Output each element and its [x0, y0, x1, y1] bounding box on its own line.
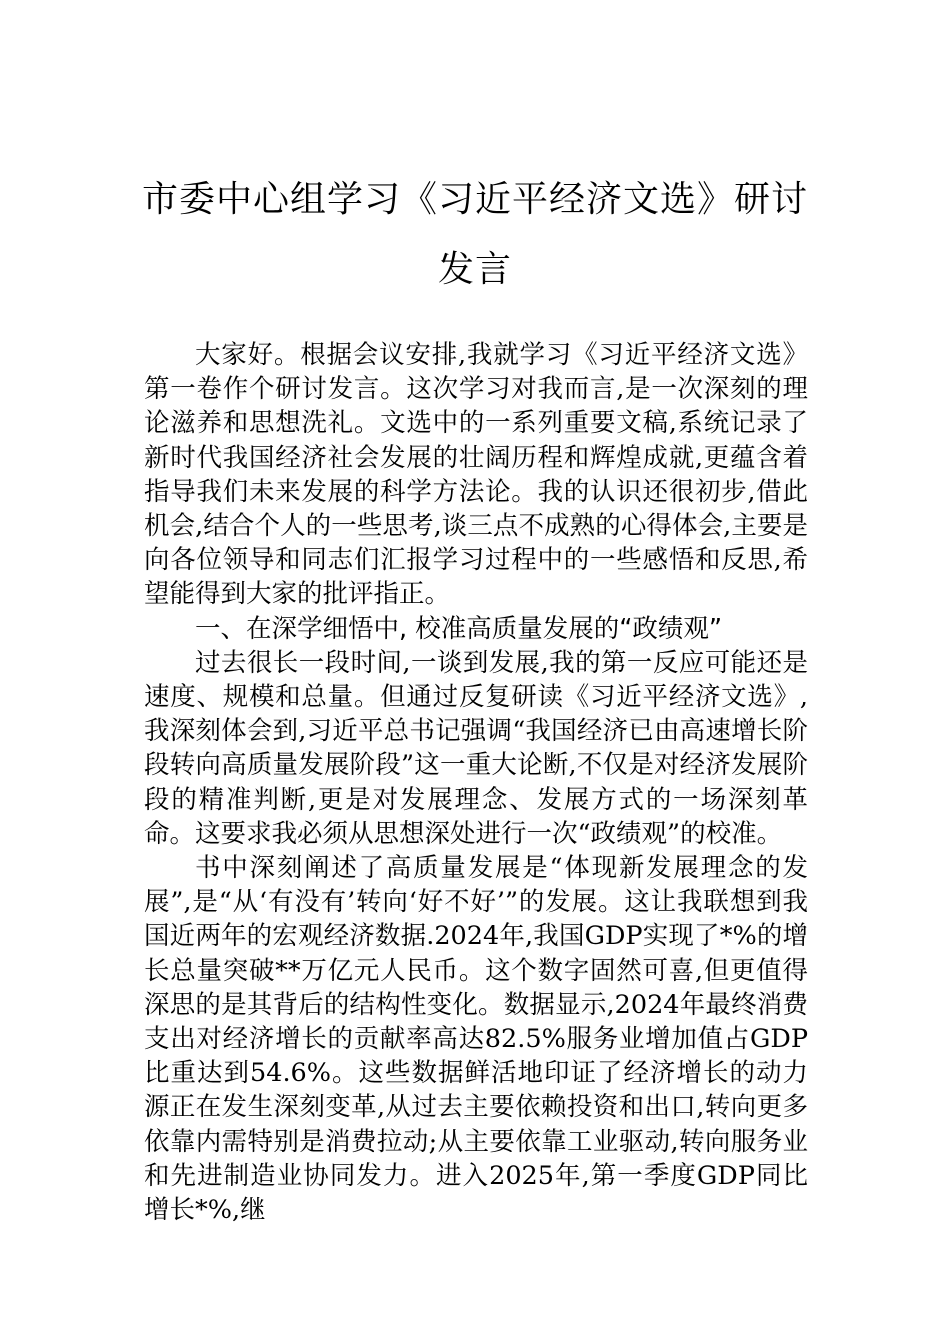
document-body — [144, 338, 808, 1227]
section-heading-1: 一、在深学细悟中, 校准高质量发展的“政绩观” — [195, 613, 723, 644]
paragraph-body-1: 过去很长一段时间,一谈到发展,我的第一反应可能还是速度、规模和总量。但通过反复研读《习近平经济文选》,我深刻体会到,习近平总书记强调“我国经济已由高速增长阶段转向高质量发展阶段”这一重大论断,不仅是对经济发展阶段的精准判断,更是对发展理念、发展方式的一场深刻革命。这要求我必须从思想深处进行一次“政绩观”的校准。 — [144, 647, 808, 849]
paragraph-intro: 大家好。根据会议安排,我就学习《习近平经济文选》第一卷作个研讨发言。这次学习对我而言,是一次深刻的理论滋养和思想洗礼。文选中的一系列重要文稿,系统记录了新时代我国经济社会发展的壮阔历程和辉煌成就,更蕴含着指导我们未来发展的科学方法论。我的认识还很初步,借此机会,结合个人的一些思考,谈三点不成熟的心得体会,主要是向各位领导和同志们汇报学习过程中的一些感悟和反思,希望能得到大家的批评指正。 — [144, 340, 808, 610]
document-title-line2: 发言 — [437, 249, 512, 290]
document-title-line1: 市委中心组学习《习近平经济文选》研讨 — [141, 179, 808, 220]
paragraph-body-2: 书中深刻阐述了高质量发展是“体现新发展理念的发展”,是“从‘有没有’转向‘好不好’”的发展。这让我联想到我国近两年的宏观经济数据.2024年,我国GDP实现了*%的增长总量突破**万亿元人民币。这个数字固然可喜,但更值得深思的是其背后的结构性变化。数据显示,2024年最终消费支出对经济增长的贡献率高达82.5%服务业增加值占GDP比重达到54.6%。这些数据鲜活地印证了经济增长的动力源正在发生深刻变革,从过去主要依赖投资和出口,转向更多依靠内需特别是消费拉动;从主要依靠工业驱动,转向服务业和先进制造业协同发力。进入2025年,第一季度GDP同比增长*%,继 — [144, 853, 808, 1226]
